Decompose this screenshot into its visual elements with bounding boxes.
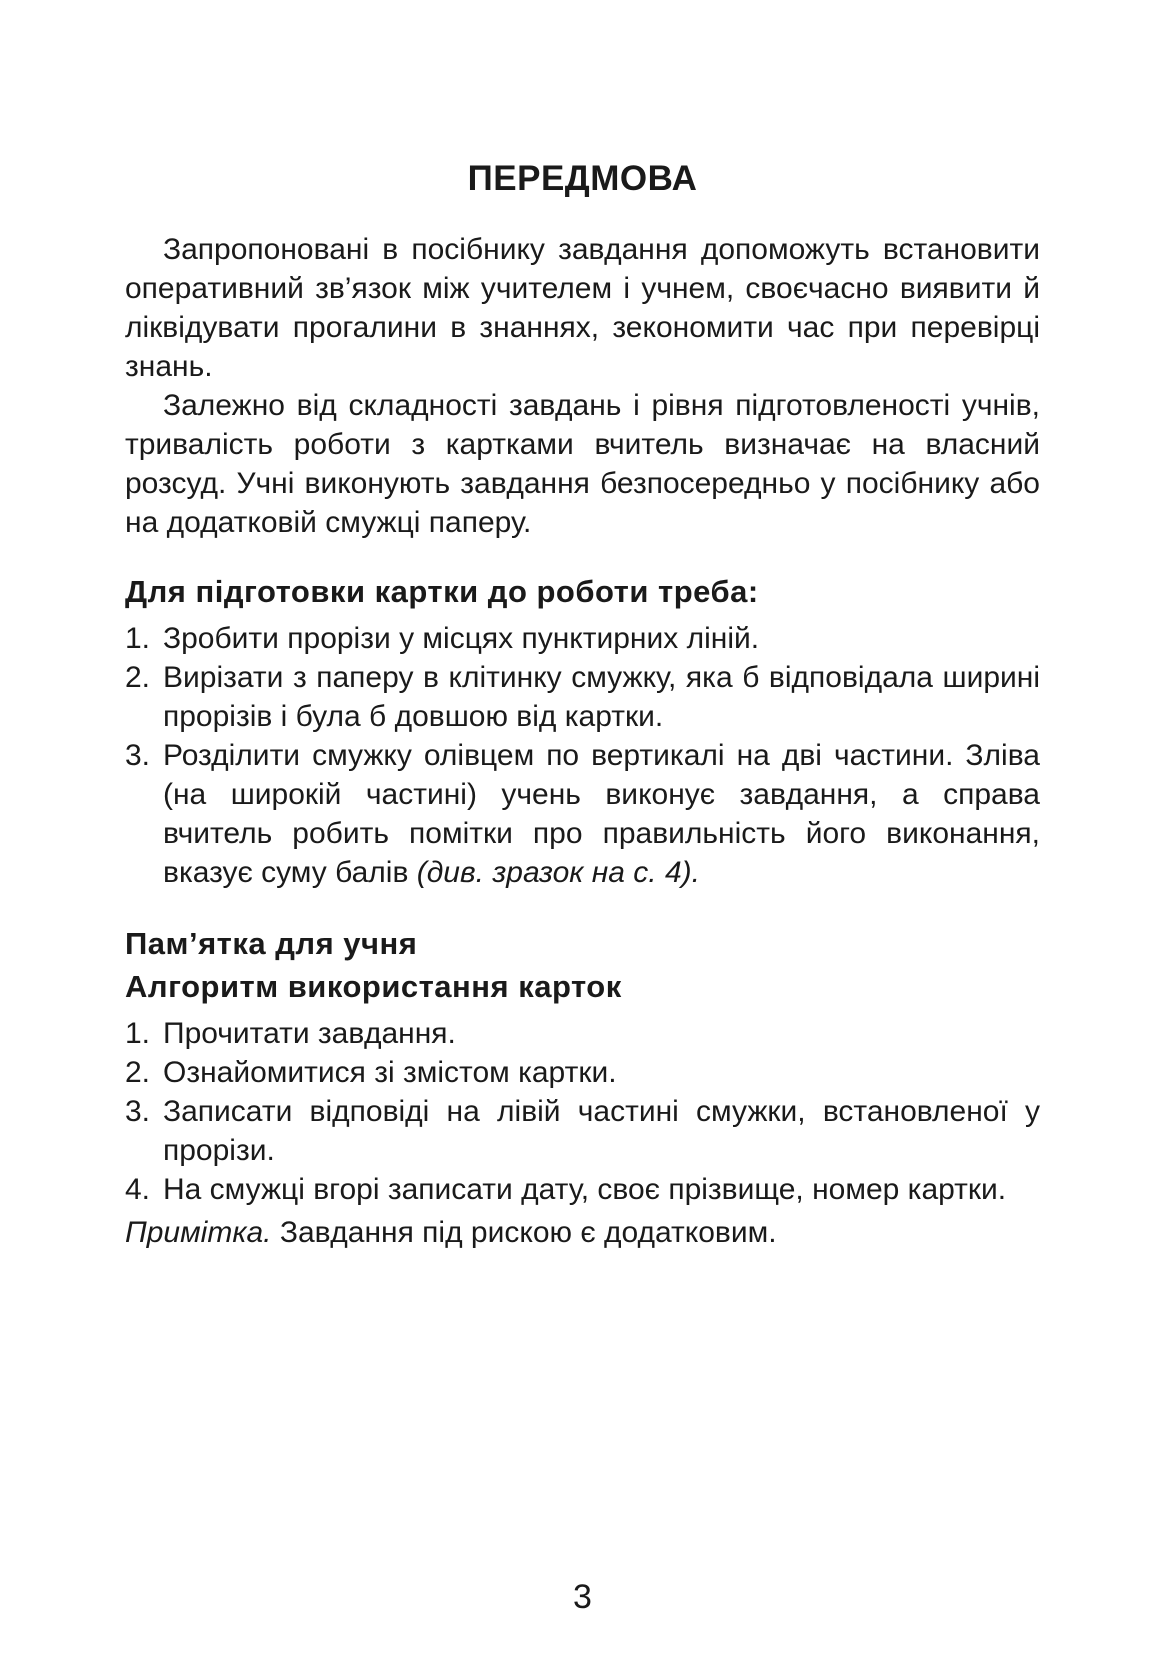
list-item-number: 2. — [125, 1056, 151, 1089]
list-item — [125, 736, 1040, 892]
list-item-number: 3. — [125, 1095, 151, 1128]
page-number: 3 — [573, 1578, 592, 1616]
note — [125, 1213, 1040, 1252]
list-item — [125, 658, 1040, 736]
note-label: Примітка. — [125, 1216, 272, 1249]
list-item — [125, 1092, 1040, 1170]
intro-paragraph-1: Запропоновані в посібнику завдання допоможуть встановити оперативний зв’язок між учителем і учнем, своєчасно виявити й ліквідувати прогалини в знаннях, зекономити час при перевірці знань. — [125, 233, 1040, 383]
list-item-number: 3. — [125, 739, 151, 772]
list-item-text: Прочитати завдання. — [163, 1017, 456, 1050]
intro-paragraph-2: Залежно від складності завдань і рівня підготовленості учнів, тривалість роботи з картками вчитель визначає на власний розсуд. Учні виконують завдання безпосередньо у посібнику або на додатковій смужці паперу. — [125, 389, 1040, 539]
list-item — [125, 1014, 1040, 1053]
section-heading-memo: Пам’ятка для учня — [125, 926, 418, 961]
list-item-text: Зробити прорізи у місцях пунктирних ліній. — [163, 622, 760, 655]
list-item-text: Записати відповіді на лівій частині смужки, встановленої у прорізи. — [163, 1095, 1040, 1167]
sample-reference: (див. зразок на с. 4). — [416, 856, 700, 889]
list-item-number: 1. — [125, 1017, 151, 1050]
list-item-text: На смужці вгорі записати дату, своє прізвище, номер картки. — [163, 1173, 1007, 1206]
list-item-text: Вирізати з паперу в клітинку смужку, яка б відповідала ширині прорізів і була б довшою від картки. — [163, 661, 1040, 733]
list-item — [125, 619, 1040, 658]
note-text: Завдання під рискою є додатковим. — [279, 1216, 777, 1249]
preparation-list — [125, 619, 1040, 892]
list-item — [125, 1053, 1040, 1092]
page-title: ПЕРЕДМОВА — [467, 159, 698, 198]
algorithm-list — [125, 1014, 1040, 1209]
list-item — [125, 1170, 1040, 1209]
list-item-text: Розділити смужку олівцем по вертикалі на дві частини. Зліва (на широкій частині) учень виконує завдання, а справа вчитель робить помітки про правильність його виконання, вказує суму балів — [163, 739, 1040, 889]
list-item-text: Ознайомитися зі змістом картки. — [163, 1056, 617, 1089]
list-item-number: 4. — [125, 1173, 151, 1206]
section-subheading-algorithm: Алгоритм використання карток — [125, 969, 622, 1004]
section-heading-preparation: Для підготовки картки до роботи треба: — [125, 574, 759, 609]
list-item-number: 1. — [125, 622, 151, 655]
page-content — [125, 140, 1040, 1252]
list-item-number: 2. — [125, 661, 151, 694]
